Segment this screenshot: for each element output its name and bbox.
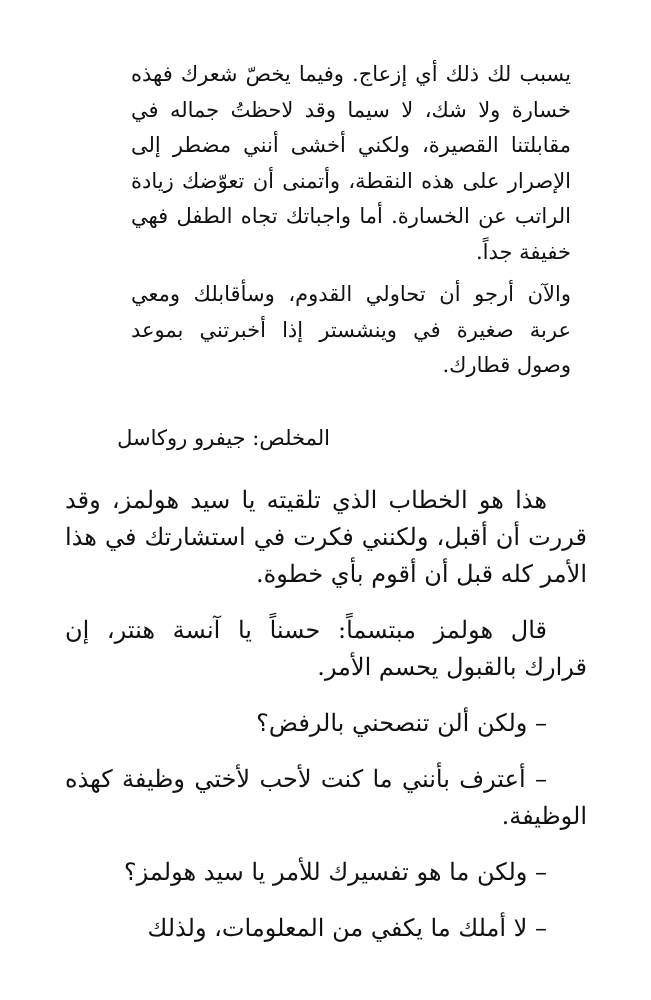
letter-block: [131, 57, 571, 391]
narrative-paragraph-2: قال هولمز مبتسماً: حسناً يا آنسة هنتر، إن قرارك بالقبول يحسم الأمر.: [65, 616, 587, 681]
narrative-block: [65, 482, 587, 947]
narrative-paragraph-1: هذا هو الخطاب الذي تلقيته يا سيد هولمز، وقد قررت أن أقبل، ولكنني فكرت في استشارتك في هذا الأمر كله قبل أن أقوم بأي خطوة.: [65, 486, 587, 588]
dialogue-line-1: – ولكن ألن تنصحني بالرفض؟: [256, 709, 547, 737]
dialogue-line-3: – ولكن ما هو تفسيرك للأمر يا سيد هولمز؟: [123, 858, 547, 886]
dialogue-line-2: – أعترف بأنني ما كنت لأحب لأختي وظيفة كهذه الوظيفة.: [65, 765, 587, 830]
dialogue-line-4: – لا أملك ما يكفي من المعلومات، ولذلك: [147, 914, 547, 942]
letter-signature: المخلص: جيفرو روكاسل: [117, 426, 330, 450]
letter-paragraph-1: يسبب لك ذلك أي إزعاج. وفيما يخصّ شعرك فهذه خسارة ولا شك، لا سيما وقد لاحظتُ جماله في مقابلتنا القصيرة، ولكني أخشى أنني مضطر إلى الإصرار على هذه النقطة، وأتمنى أن تعوّضك زيادة الراتب عن الخسارة. أما واجباتك تجاه الطفل فهي خفيفة جداً.: [131, 62, 571, 264]
letter-paragraph-2: والآن أرجو أن تحاولي القدوم، وسأقابلك ومعي عربة صغيرة في وينشستر إذا أخبرتني بموعد وصول قطارك.: [131, 282, 571, 377]
